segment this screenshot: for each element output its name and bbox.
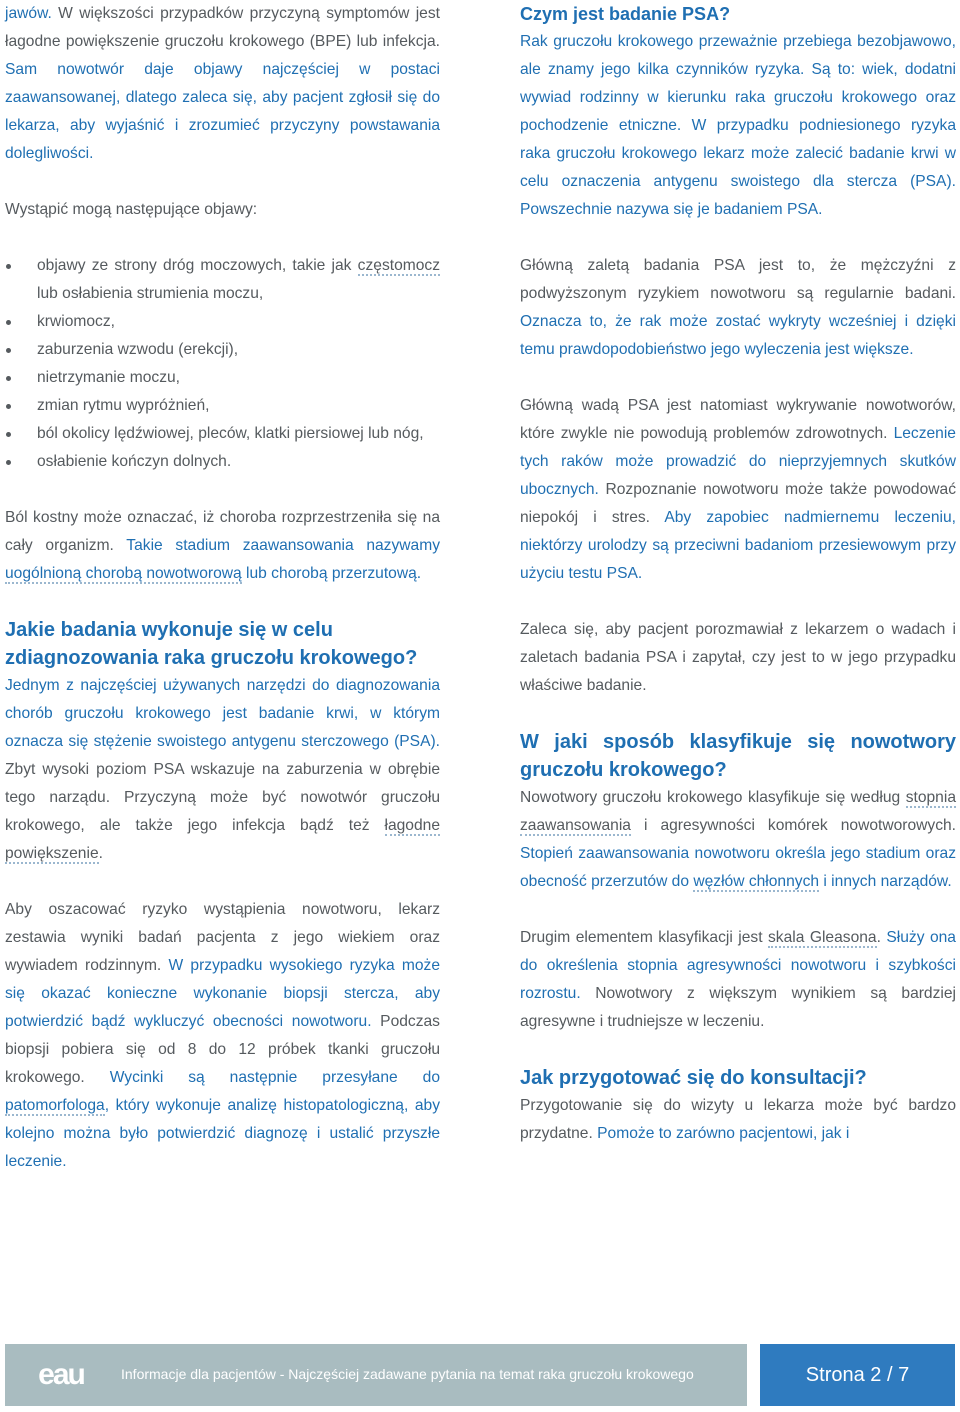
psa-paragraph: [520, 28, 956, 224]
intro-advice: Sam nowotwór daje objawy najczęściej w postaci zaawansowanej, dlatego zaleca się, aby pacjent zgłosił się do lekarza, aby wyjaśnić i zrozumieć przyczyny powstawania dolegliwości.: [5, 61, 440, 162]
diagnosis-causes: Zbyt wysoki poziom PSA wskazuje na zaburzenia w obrębie tego narządu. Przyczyną może być nowotwór gruczołu krokowego, ale także jego infekcja bądź też: [5, 761, 440, 834]
glossary-link-stopien[interactable]: stopnia zaawansowania: [520, 789, 956, 834]
glossary-link-gleason[interactable]: skala Gleasona: [767, 929, 877, 946]
risk-sentence-4: Wycinki są następnie przesyłane do: [84, 1069, 440, 1086]
risk-paragraph: [5, 896, 440, 1176]
list-item: nietrzymanie moczu,: [5, 364, 440, 392]
preparation-heading: Jak przygotować się do konsultacji?: [520, 1067, 867, 1089]
diagnosis-psa: Jednym z najczęściej używanych narzędzi do diagnozowania chorób gruczołu krokowego jest badanie krwi, w którym oznacza się stężenie swoistego antygenu sterczowego (PSA).: [5, 677, 440, 750]
diagnosis-end: .: [98, 845, 103, 862]
glossary-link-czestomocz[interactable]: częstomocz: [357, 257, 440, 274]
footer-title: Informacje dla pacjentów - Najczęściej zadawane pytania na temat raka gruczołu krokowego: [121, 1366, 694, 1382]
classification-sentence-2-end: i innych narządów.: [819, 873, 952, 890]
advantage-sentence-1: Główną zaletą badania PSA jest to, że mężczyźni z podwyższonym ryzykiem nowotworu są regularnie badani.: [520, 257, 956, 302]
classification-heading: W jaki sposób klasyfikuje się nowotwory gruczołu krokowego?: [520, 731, 956, 781]
glossary-link-uogolniona[interactable]: uogólnioną chorobą nowotworową: [5, 565, 242, 582]
bone-stage-end: lub chorobą przerzutową.: [241, 565, 422, 582]
gleason-sentence-1-end: .: [876, 929, 881, 946]
classification-sentence-2: Stopień zaawansowania nowotworu określa jego stadium oraz obecność przerzutów do: [520, 845, 956, 890]
footer-bar: [5, 1344, 747, 1406]
disadvantage-sentence-4: Aby zapobiec nadmiernemu leczeniu, niektórzy urolodzy są przeciwni badaniom przesiewowym przy użyciu testu PSA.: [520, 509, 956, 582]
disadvantage-sentence-3: Rozpoznanie nowotworu może także powodować niepokój i stres.: [520, 481, 956, 526]
preparation-paragraph: [520, 1092, 956, 1148]
bone-sentence: Ból kostny może oznaczać, iż choroba rozprzestrzeniła się na cały organizm.: [5, 509, 440, 554]
advantage-sentence-2: Oznacza to, że rak może zostać wykryty wcześniej i dzięki temu prawdopodobieństwo jego wyleczenia jest większe.: [520, 313, 956, 358]
risk-sentence-3: Podczas biopsji pobiera się od 8 do 12 próbek tkanki gruczołu krokowego.: [5, 1013, 440, 1086]
psa-sentence-2: W przypadku podniesionego ryzyka raka gruczołu krokowego lekarz może zalecić badanie krwi w celu oznaczenia antygenu swoistego dla stercza (PSA). Powszechnie nazywa się je badaniem PSA.: [520, 117, 956, 218]
symptom-text: objawy ze strony dróg moczowych, takie jak: [37, 257, 352, 274]
disadvantage-paragraph: [520, 392, 956, 588]
gleason-sentence-2: Służy ona do określenia stopnia agresywności nowotworu i szybkości rozrostu.: [520, 929, 956, 1002]
list-item: zmian rytmu wypróżnień,: [5, 392, 440, 420]
bone-stage: Takie stadium zaawansowania nazywamy: [113, 537, 440, 554]
risk-sentence-2: W przypadku wysokiego ryzyka może się okazać konieczne wykonanie biopsji stercza, aby potwierdzić bądź wykluczyć obecności nowotworu.: [5, 957, 440, 1030]
intro-fragment: jawów.: [5, 5, 59, 22]
gleason-sentence-3: Nowotwory z większym wynikiem są bardziej agresywne i trudniejsze w leczeniu.: [520, 985, 956, 1030]
left-column: [5, 0, 440, 1176]
symptoms-intro: Wystąpić mogą następujące objawy:: [5, 201, 258, 218]
psa-sentence-1: Rak gruczołu krokowego przeważnie przebiega bezobjawowo, ale znamy jego kilka czynników ryzyka. Są to: wiek, dodatni wywiad rodzinny w kierunku raka gruczołu krokowego oraz pochodzenie etniczne.: [520, 33, 956, 134]
page-indicator: Strona 2 / 7: [760, 1344, 955, 1406]
bone-paragraph: [5, 504, 440, 588]
psa-heading: Czym jest badanie PSA?: [520, 4, 731, 24]
disadvantage-sentence-2: Leczenie tych raków może prowadzić do nieprzyjemnych skutków ubocznych.: [520, 425, 956, 498]
list-item: zaburzenia wzwodu (erekcji),: [5, 336, 440, 364]
talk-paragraph: Zaleca się, aby pacjent porozmawiał z lekarzem o wadach i zaletach badania PSA i zapytał, czy jest to w jego przypadku właściwe badanie.: [520, 621, 956, 694]
list-item: [5, 252, 440, 308]
glossary-link-patomorfolog[interactable]: patomorfologa: [5, 1097, 105, 1114]
disadvantage-sentence-1: Główną wadą PSA jest natomiast wykrywanie nowotworów, które zwykle nie powodują problemów zdrowotnych.: [520, 397, 956, 442]
glossary-link-wezly[interactable]: węzłów chłonnych: [693, 873, 820, 890]
diagnosis-heading: Jakie badania wykonuje się w celu zdiagnozowania raka gruczołu krokowego?: [5, 619, 418, 669]
preparation-sentence-2: Pomoże to zarówno pacjentowi, jak i: [592, 1125, 850, 1142]
list-item: osłabienie kończyn dolnych.: [5, 448, 440, 476]
gleason-sentence-1: Drugim elementem klasyfikacji jest: [520, 929, 768, 946]
diagnosis-paragraph: [5, 672, 440, 868]
classification-sentence-1: Nowotwory gruczołu krokowego klasyfikuje się według: [520, 789, 906, 806]
glossary-link-bph[interactable]: łagodne powiększenie: [5, 817, 440, 862]
classification-paragraph: [520, 784, 956, 896]
list-item: ból okolicy lędźwiowej, pleców, klatki piersiowej lub nóg,: [5, 420, 440, 448]
symptom-text: lub osłabienia strumienia moczu,: [37, 285, 264, 302]
advantage-paragraph: [520, 252, 956, 364]
intro-cause: W większości przypadków przyczyną symptomów jest łagodne powiększenie gruczołu krokowego (BPE) lub infekcja.: [5, 5, 440, 50]
eau-logo: eau: [38, 1358, 84, 1391]
list-item: krwiomocz,: [5, 308, 440, 336]
symptoms-list: [5, 252, 440, 476]
intro-paragraph: [5, 0, 440, 168]
risk-sentence-1: Aby oszacować ryzyko wystąpienia nowotworu, lekarz zestawia wyniki badań pacjenta z jego wiekiem oraz wywiadem rodzinnym.: [5, 901, 440, 974]
gleason-paragraph: [520, 924, 956, 1036]
risk-sentence-4-end: , który wykonuje analizę histopatologiczną, aby kolejno można było potwierdzić diagnozę i ustalić przyszłe leczenie.: [5, 1097, 440, 1170]
classification-sentence-1-end: i agresywności komórek nowotworowych.: [630, 817, 956, 834]
right-column: [520, 0, 956, 1148]
preparation-sentence-1: Przygotowanie się do wizyty u lekarza może być bardzo przydatne.: [520, 1097, 956, 1142]
